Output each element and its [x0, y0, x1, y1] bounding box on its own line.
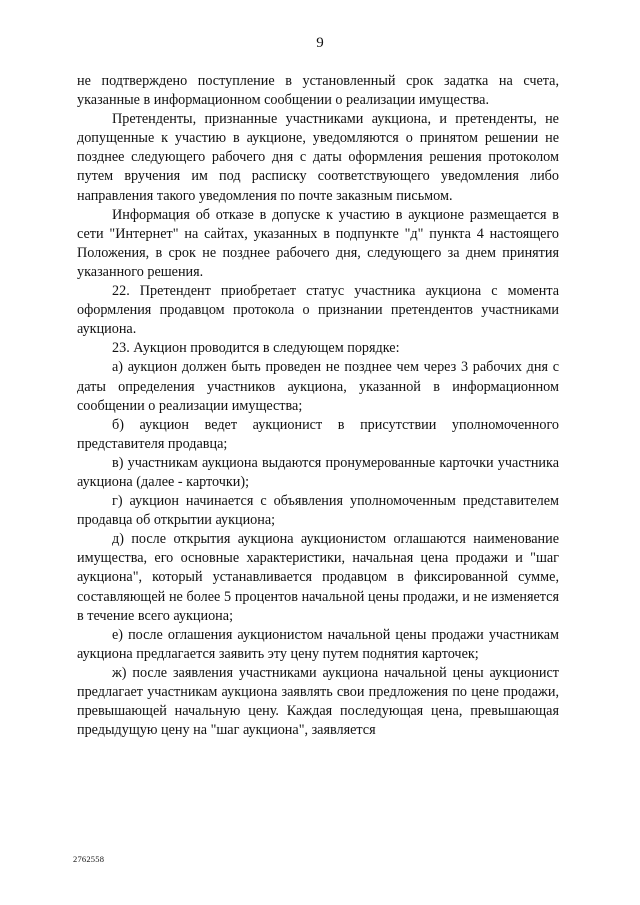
subitem-g: г) аукцион начинается с объявления уполномоченным представителем продавца об открытии аукциона;	[77, 493, 559, 529]
paragraph-item-23: 23. Аукцион проводится в следующем порядке:	[112, 340, 400, 357]
subitem-v: в) участникам аукциона выдаются пронумерованные карточки участника аукциона (далее - карточки);	[77, 454, 559, 490]
page-number: 9	[316, 35, 324, 51]
subitem-e: е) после оглашения аукционистом начальной цены продажи участникам аукциона предлагается заявить эту цену путем поднятия карточек;	[77, 626, 559, 662]
document-body	[77, 72, 559, 740]
paragraph-internet-info: Информация об отказе в допуске к участию в аукционе размещается в сети "Интернет" на сайтах, указанных в подпункте "д" пункта 4 настоящего Положения, в срок не позднее рабочего дня, следующего за днем принятия указанного решения.	[77, 206, 559, 280]
document-code: 2762558	[73, 854, 105, 864]
subitem-zh: ж) после заявления участниками аукциона начальной цены аукционист предлагает участникам аукциона заявлять свои предложения по цене продажи, превышающей начальную цену. Каждая последующая цена, превышающая предыдущую цену на "шаг аукциона", заявляется	[77, 664, 559, 739]
paragraph-continuation: не подтверждено поступление в установленный срок задатка на счета, указанные в информационном сообщении о реализации имущества.	[77, 73, 559, 109]
subitem-d: д) после открытия аукциона аукционистом оглашаются наименование имущества, его основные характеристики, начальная цена продажи и "шаг аукциона", который устанавливается продавцом в фиксированной сумме, составляющей не более 5 процентов начальной цены продажи, и не изменяется в течение всего аукциона;	[77, 531, 559, 624]
paragraph-item-22: 22. Претендент приобретает статус участника аукциона с момента оформления продавцом протокола о признании претендентов участниками аукциона.	[77, 283, 559, 338]
subitem-b: б) аукцион ведет аукционист в присутствии уполномоченного представителя продавца;	[77, 416, 559, 452]
subitem-a: а) аукцион должен быть проведен не позднее чем через 3 рабочих дня с даты определения участников аукциона, указанной в информационном сообщении о реализации имущества;	[77, 359, 559, 414]
paragraph-notification: Претенденты, признанные участниками аукциона, и претенденты, не допущенные к участию в аукционе, уведомляются о принятом решении не позднее следующего рабочего дня с даты оформления решения протоколом путем вручения им под расписку соответствующего уведомления либо направления такого уведомления по почте заказным письмом.	[77, 111, 559, 204]
